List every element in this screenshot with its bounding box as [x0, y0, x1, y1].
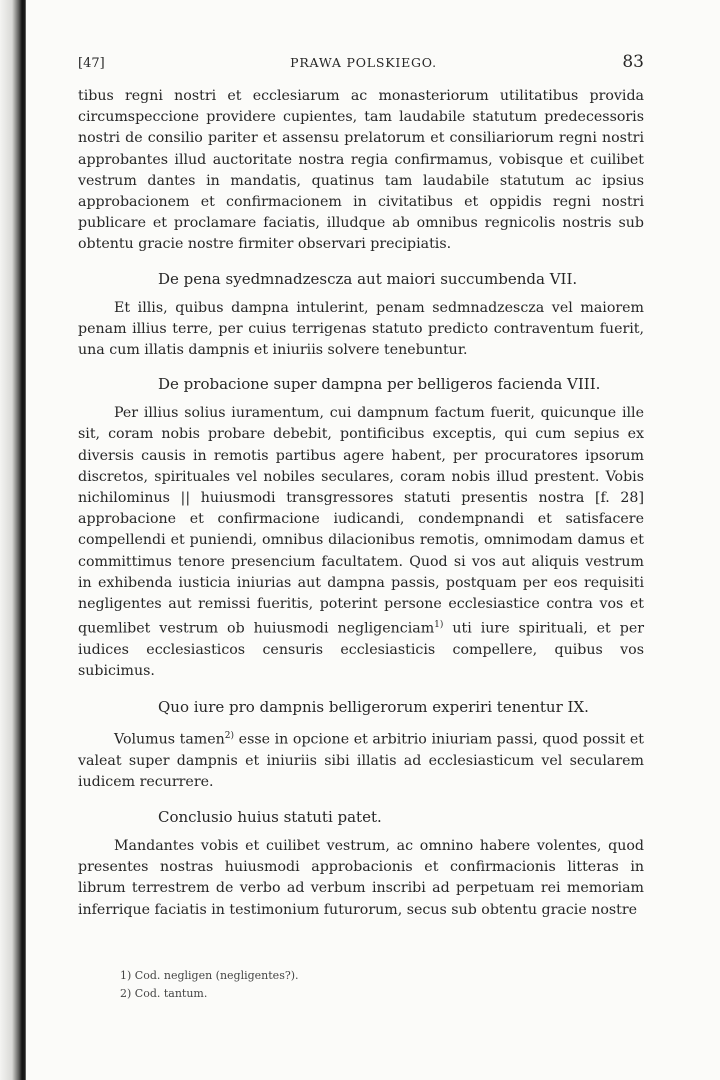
paragraph-vii: Et illis, quibus dampna intulerint, penam sedmnadzescza vel maiorem penam illius terre, per cuius terrigenas statuto predicto contraventum fuerit, una cum illatis dampnis et iniuriis solvere tenebuntur.	[78, 299, 644, 359]
book-binding-edge	[0, 0, 26, 1080]
page	[78, 52, 644, 921]
footnote-mark-1: 1)	[434, 620, 444, 631]
section-heading-vii: De pena syedmnadzescza aut maiori succumbenda VII.	[158, 269, 578, 288]
header-document-number: [47]	[78, 56, 105, 71]
footnote-1: 1) Cod. negligen (negligentes?).	[120, 969, 299, 982]
paragraph-viii	[78, 403, 644, 682]
paragraph-viii-text: Per illius solius iuramentum, cui dampnum factum fuerit, quicunque ille sit, coram nobis probare debebit, pontificibus exceptis, qui cum sepius ex diversis causis in remotis partibus agere habent, per procuratores ipsorum discretos, spirituales vel nobiles seculares, coram nobis illud prestent. Vobis nichilominus || huiusmodi transgressores statuti presentis nostra [f. 28] approbacione et confirmacione iudicandi, condempnandi et satisfacere compellendi et puniendi, omnibus dilacionibus remotis, omnimodam damus et committimus tenore presencium facultatem. Quod si vos aut aliquis vestrum in exhibenda iusticia iniurias aut dampna passis, postquam per eos requisiti negligentes aut remissi fueritis, poterint persone ecclesiastice contra vos et quemlibet vestrum ob huiusmodi negligenciam	[78, 405, 644, 637]
footnote-2: 2) Cod. tantum.	[120, 987, 208, 1000]
section-heading-conclusio: Conclusio huius statuti patet.	[158, 807, 382, 826]
section-heading-viii: De probacione super dampna per belligeros facienda VIII.	[158, 375, 601, 394]
footnotes	[120, 967, 299, 1003]
page-number: 83	[622, 52, 644, 72]
section-heading-ix: Quo iure pro dampnis belligerorum experiri tenentur IX.	[158, 697, 589, 716]
paragraph-viii-text-cont: uti iure spirituali, et per iudices ecclesiasticos censuris ecclesiasticis compellere, quibus vos subicimus.	[78, 621, 644, 680]
header-title: PRAWA POLSKIEGO.	[290, 55, 437, 70]
paragraph-ix	[78, 726, 644, 793]
running-header	[78, 52, 644, 86]
footnote-mark-2: 2)	[224, 730, 235, 741]
paragraph-ix-text: Volumus tamen	[114, 731, 225, 748]
paragraph-ix-text-cont: esse in opcione et arbitrio iniuriam passi, quod possit et valeat super dampnis et iniuriis sibi illatis ad ecclesiasticum vel secularem iudicem recurrere.	[78, 731, 645, 790]
paragraph-intro: tibus regni nostri et ecclesiarum ac monasteriorum utilitatibus provida circumspeccione providere cupientes, tam laudabile statutum predecessoris nostri de consilio pariter et assensu prelatorum et consiliariorum regni nostri approbantes illud auctoritate nostra regia confirmamus, vobisque et cuilibet vestrum dantes in mandatis, quatinus tam laudabile statutum ac ipsius approbacionem et confirmacionem in civitatibus et oppidis regni nostri publicare et proclamare faciatis, illudque ab omnibus regnicolis nostris sub obtentu gracie nostre firmiter observari precipiatis.	[78, 88, 644, 253]
paragraph-conclusio: Mandantes vobis et cuilibet vestrum, ac omnino habere volentes, quod presentes nostras huiusmodi approbacionis et confirmacionis litteras in librum terrestrem de verbo ad verbum inscribi ad perpetuam rei memoriam inferrique faciatis in testimonium futurorum, secus sub obtentu gracie nostre	[78, 837, 644, 918]
